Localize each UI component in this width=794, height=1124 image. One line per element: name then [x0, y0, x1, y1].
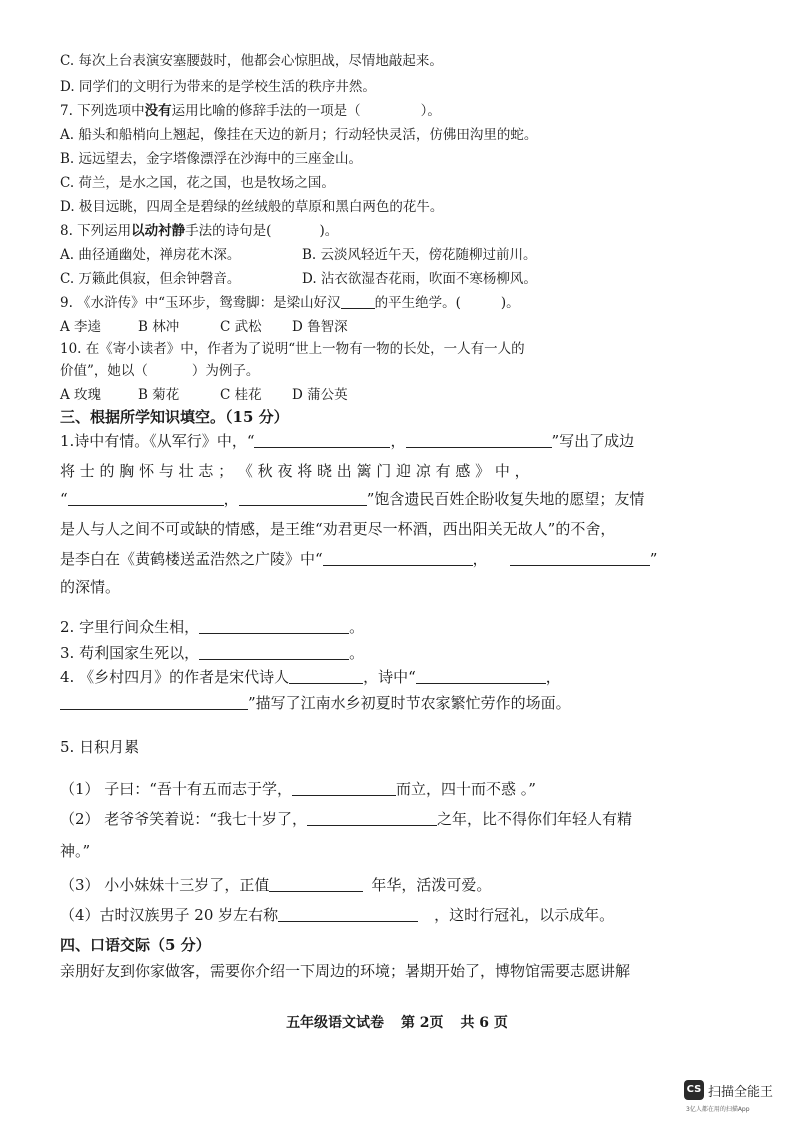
s3-p1-line6: 的深情。 — [60, 578, 121, 596]
s3-p1-blank2[interactable] — [406, 433, 552, 448]
s3-p4-line1 — [60, 668, 561, 686]
s3-p2 — [60, 618, 364, 636]
s3-p1-blank5[interactable] — [323, 551, 473, 566]
q10-option-c: C 桂花 — [220, 387, 262, 403]
q9-option-c: C 武松 — [220, 319, 262, 335]
s3-p1-line5-intro: 是李白在《黄鹤楼送孟浩然之广陵》中“ — [60, 550, 323, 568]
footer-page: 第 2页 — [400, 1015, 444, 1031]
q7-stem-part1: 7. 下列选项中 — [60, 103, 145, 119]
q8-stem — [60, 222, 338, 240]
s3-p5-item2 — [60, 810, 632, 828]
s3-p2-blank[interactable] — [199, 619, 349, 634]
s3-p5-item4-text: （4）古时汉族男子 20 岁左右称 — [60, 906, 279, 924]
q10-stem-line2 — [60, 362, 259, 380]
s3-p2-end: 。 — [349, 618, 365, 636]
s3-p1-blank1[interactable] — [254, 433, 390, 448]
s3-p1-blank4[interactable] — [239, 491, 367, 506]
q7-option-d: D. 极目远眺，四周全是碧绿的丝绒般的草原和黑白两色的花牛。 — [60, 199, 444, 215]
s3-p1-line3-tail: ”饱含遗民百姓企盼收复失地的愿望；友情 — [366, 490, 645, 508]
s3-p4-blank2[interactable] — [416, 669, 546, 684]
q9-stem — [60, 294, 520, 312]
s3-p5-item2-tail: 之年，比不得你们年轻人有精 — [436, 810, 632, 828]
s3-p3-end: 。 — [349, 644, 365, 662]
q8-options-row1 — [60, 246, 537, 264]
q10-stem-part1: 价值”，她以（ — [60, 363, 148, 379]
s3-p1-line4: 是人与人之间不可或缺的情感，是王维“劝君更尽一杯酒，西出阳关无故人”的不舍， — [60, 520, 616, 538]
q7-option-a: A. 船头和船梢向上翘起，像挂在天边的新月；行动轻快灵活，仿佛田沟里的蛇。 — [60, 127, 538, 143]
footer-title: 五年级语文试卷 — [286, 1015, 385, 1031]
s3-p5-title: 5. 日积月累 — [60, 738, 140, 756]
s3-p5-item1-blank[interactable] — [292, 781, 396, 796]
section3-heading: 三、根据所学知识填空。（15 分） — [60, 408, 289, 426]
q6-option-c: C. 每次上台表演安塞腰鼓时，他都会心惊胆战，尽情地敲起来。 — [60, 53, 443, 69]
q6-option-d: D. 同学们的文明行为带来的是学校生活的秩序井然。 — [60, 79, 376, 95]
s3-p5-item1-text: （1） 子曰：“吾十有五而志于学， — [60, 780, 292, 798]
q9-blank[interactable] — [341, 294, 375, 309]
q8-stem-part3: )。 — [319, 223, 339, 239]
q8-option-c: C. 万籁此俱寂，但余钟磬音。 — [60, 271, 241, 287]
section4-line1: 亲朋好友到你家做客，需要你介绍一下周边的环境；暑期开始了，博物馆需要志愿讲解 — [60, 962, 631, 980]
s3-p5-item4 — [60, 906, 614, 924]
q8-option-b: B. 云淡风轻近午天，傍花随柳过前川。 — [302, 247, 537, 263]
q8-stem-part1: 8. 下列运用 — [60, 223, 132, 239]
s3-p5-item2-line2: 神。” — [60, 842, 91, 860]
s3-p1-blank6[interactable] — [510, 551, 650, 566]
q10-stem-part2: ）为例子。 — [191, 363, 260, 379]
q8-option-a: A. 曲径通幽处，禅房花木深。 — [60, 247, 241, 263]
q9-options — [60, 318, 348, 336]
q10-stem-line1: 10. 在《寄小读者》中，作者为了说明“世上一物有一物的长处，一人有一人的 — [60, 341, 525, 357]
section4-heading: 四、口语交际（5 分） — [60, 936, 211, 954]
s3-p5-item3-blank[interactable] — [269, 877, 363, 892]
q10-option-d: D 蒲公英 — [292, 387, 348, 403]
s3-p1-blank3[interactable] — [68, 491, 224, 506]
s3-p3-blank[interactable] — [199, 645, 349, 660]
q7-stem-part2: 运用比喻的修辞手法的一项是（ — [171, 103, 361, 119]
s3-p1-line3-sep: ， — [223, 490, 239, 508]
camscanner-logo-icon: CS — [684, 1080, 704, 1100]
s3-p1-intro: 1.诗中有情。《从军行》中，“ — [60, 432, 255, 450]
s3-p3 — [60, 644, 364, 662]
q8-options-row2 — [60, 270, 537, 288]
s3-p1-line5-tail: ” — [649, 550, 658, 568]
watermark-tagline: 3亿人都在用的扫描App — [686, 1106, 750, 1113]
s3-p5-item2-blank[interactable] — [307, 811, 437, 826]
s3-p1-line1 — [60, 432, 634, 450]
q9-option-a: A 李逵 — [60, 319, 102, 335]
q9-option-d: D 鲁智深 — [292, 319, 348, 335]
s3-p4-line2 — [60, 694, 571, 712]
watermark-app-name: 扫描全能王 — [708, 1085, 774, 1100]
s3-p5-item1-tail: 而立，四十而不惑 。” — [395, 780, 536, 798]
q7-option-c: C. 荷兰，是水之国，花之国，也是牧场之国。 — [60, 175, 335, 191]
s3-p4-sep: ， — [545, 668, 561, 686]
q9-stem-part3: )。 — [500, 295, 520, 311]
s3-p1-line5-sep: ， — [472, 550, 488, 568]
q8-option-d: D. 沾衣欲湿杏花雨，吹面不寒杨柳风。 — [302, 271, 537, 287]
s3-p5-item3-tail: 年华，活泼可爱。 — [371, 876, 492, 894]
s3-p5-item2-text: （2） 老爷爷笑着说：“我七十岁了， — [60, 810, 307, 828]
q9-stem-part1: 9. 《水浒传》中“玉环步，鸳鸯脚：是梁山好汉 — [60, 295, 341, 311]
s3-p5-item1 — [60, 780, 536, 798]
s3-p4-blank3[interactable] — [60, 695, 248, 710]
q8-stem-part2: 手法的诗句是( — [185, 223, 272, 239]
s3-p4-blank1[interactable] — [289, 669, 363, 684]
page-footer — [0, 1012, 794, 1032]
q9-stem-part2: 的平生绝学。( — [374, 295, 461, 311]
q7-stem-bold: 没有 — [144, 103, 172, 119]
s3-p1-tail: ”写出了成边 — [551, 432, 635, 450]
s3-p5-item3 — [60, 876, 491, 894]
s3-p5-item3-text: （3） 小小妹妹十三岁了，正值 — [60, 876, 270, 894]
footer-total: 共 6 页 — [460, 1015, 508, 1031]
scanner-watermark — [684, 1080, 794, 1120]
s3-p3-text: 3. 苟利国家生死以， — [60, 644, 200, 662]
s3-p1-line3-open: “ — [60, 490, 68, 508]
q10-options — [60, 386, 348, 404]
q10-option-b: B 菊花 — [138, 387, 180, 403]
s3-p5-item4-tail: ，这时行冠礼，以示成年。 — [434, 906, 615, 924]
q7-stem — [60, 102, 441, 120]
q9-option-b: B 林冲 — [138, 319, 180, 335]
s3-p5-item4-blank[interactable] — [278, 907, 418, 922]
q8-stem-bold: 以动衬静 — [131, 223, 186, 239]
q10-option-a: A 玫瑰 — [60, 387, 102, 403]
q7-stem-part3: ）。 — [420, 103, 441, 119]
s3-p2-text: 2. 字里行间众生相， — [60, 618, 200, 636]
s3-p1-line2: 将 士 的 胸 怀 与 壮 志 ； 《 秋 夜 将 晓 出 篱 门 迎 凉 有 感 》 中 ， — [60, 462, 530, 480]
s3-p4-tail: ”描写了江南水乡初夏时节农家繁忙劳作的场面。 — [248, 694, 571, 712]
s3-p4-text: 4. 《乡村四月》的作者是宋代诗人 — [60, 668, 290, 686]
s3-p1-line5 — [60, 550, 657, 568]
s3-p1-sep: ， — [390, 432, 406, 450]
s3-p1-line3 — [60, 490, 644, 508]
s3-p4-mid: ，诗中“ — [363, 668, 416, 686]
q7-option-b: B. 远远望去，金字塔像漂浮在沙海中的三座金山。 — [60, 151, 363, 167]
